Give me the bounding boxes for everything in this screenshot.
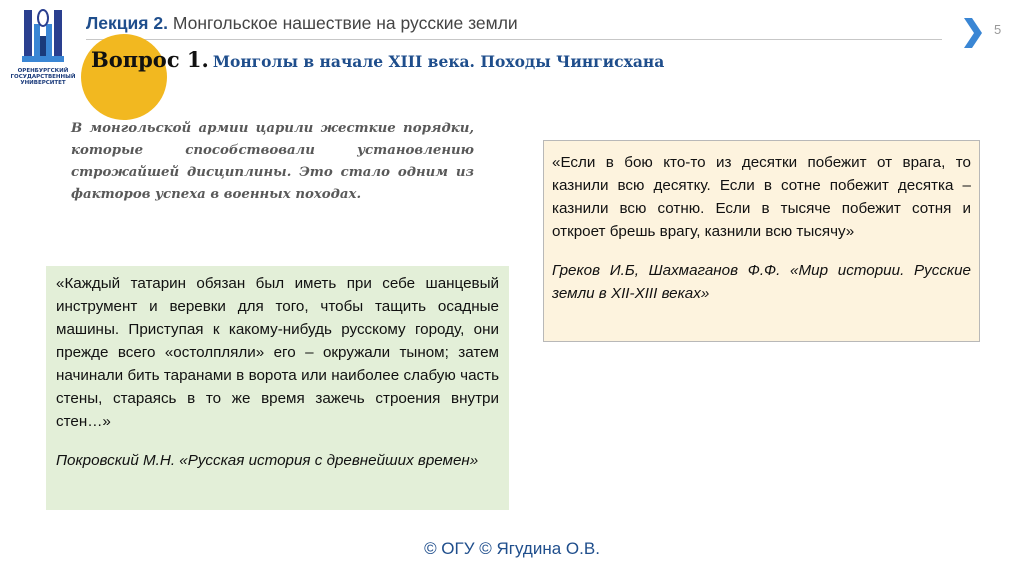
lecture-topic: Монгольское нашествие на русские земли (172, 13, 518, 33)
logo-text: ОРЕНБУРГСКИЙ ГОСУДАРСТВЕННЫЙ УНИВЕРСИТЕТ (10, 68, 76, 86)
question-number: Вопрос 1. (91, 47, 209, 72)
question-heading (91, 47, 664, 72)
header-divider (86, 39, 942, 40)
university-logo (8, 6, 78, 96)
intro-paragraph: В монгольской армии царили жесткие порядки, которые способствовали установлению строжайшей дисциплины. Это стало одним из факторов успеха в военных походах. (71, 121, 474, 202)
quote-left-text: «Каждый татарин обязан был иметь при себе шанцевый инструмент и веревки для того, чтобы тащить осадные машины. Приступая к какому-нибудь русскому городу, они прежде всего «остолпляли» его – окружали тыном; затем начинали бить таранами в ворота или наиболее слабую часть стены, стараясь в то же время зажечь строения внутри стен…» (56, 275, 499, 430)
question-title: Монголы в начале XIII века. Походы Чингисхана (212, 52, 665, 71)
footer-copyright: © ОГУ © Ягудина О.В. (424, 539, 600, 558)
logo-emblem (20, 6, 66, 66)
quote-box-left (46, 266, 509, 510)
quote-right-text: «Если в бою кто-то из десятки побежит от врага, то казнили всю десятку. Если в сотне побежит десятка – казнили всю сотню. Если в тысяче побежит сотня и откроет брешь врагу, казнили всю тысячу» (552, 154, 971, 240)
page-number: 5 (994, 22, 1002, 37)
lecture-title (86, 13, 518, 34)
quote-box-right (543, 140, 980, 342)
chevron-right-icon[interactable] (962, 16, 984, 50)
quote-right-source: Греков И.Б, Шахмаганов Ф.Ф. «Мир истории. Русские земли в XII-XIII веках» (552, 262, 971, 302)
quote-left-source: Покровский М.Н. «Русская история с древнейших времен» (56, 452, 479, 469)
lecture-label: Лекция 2. (86, 13, 168, 33)
